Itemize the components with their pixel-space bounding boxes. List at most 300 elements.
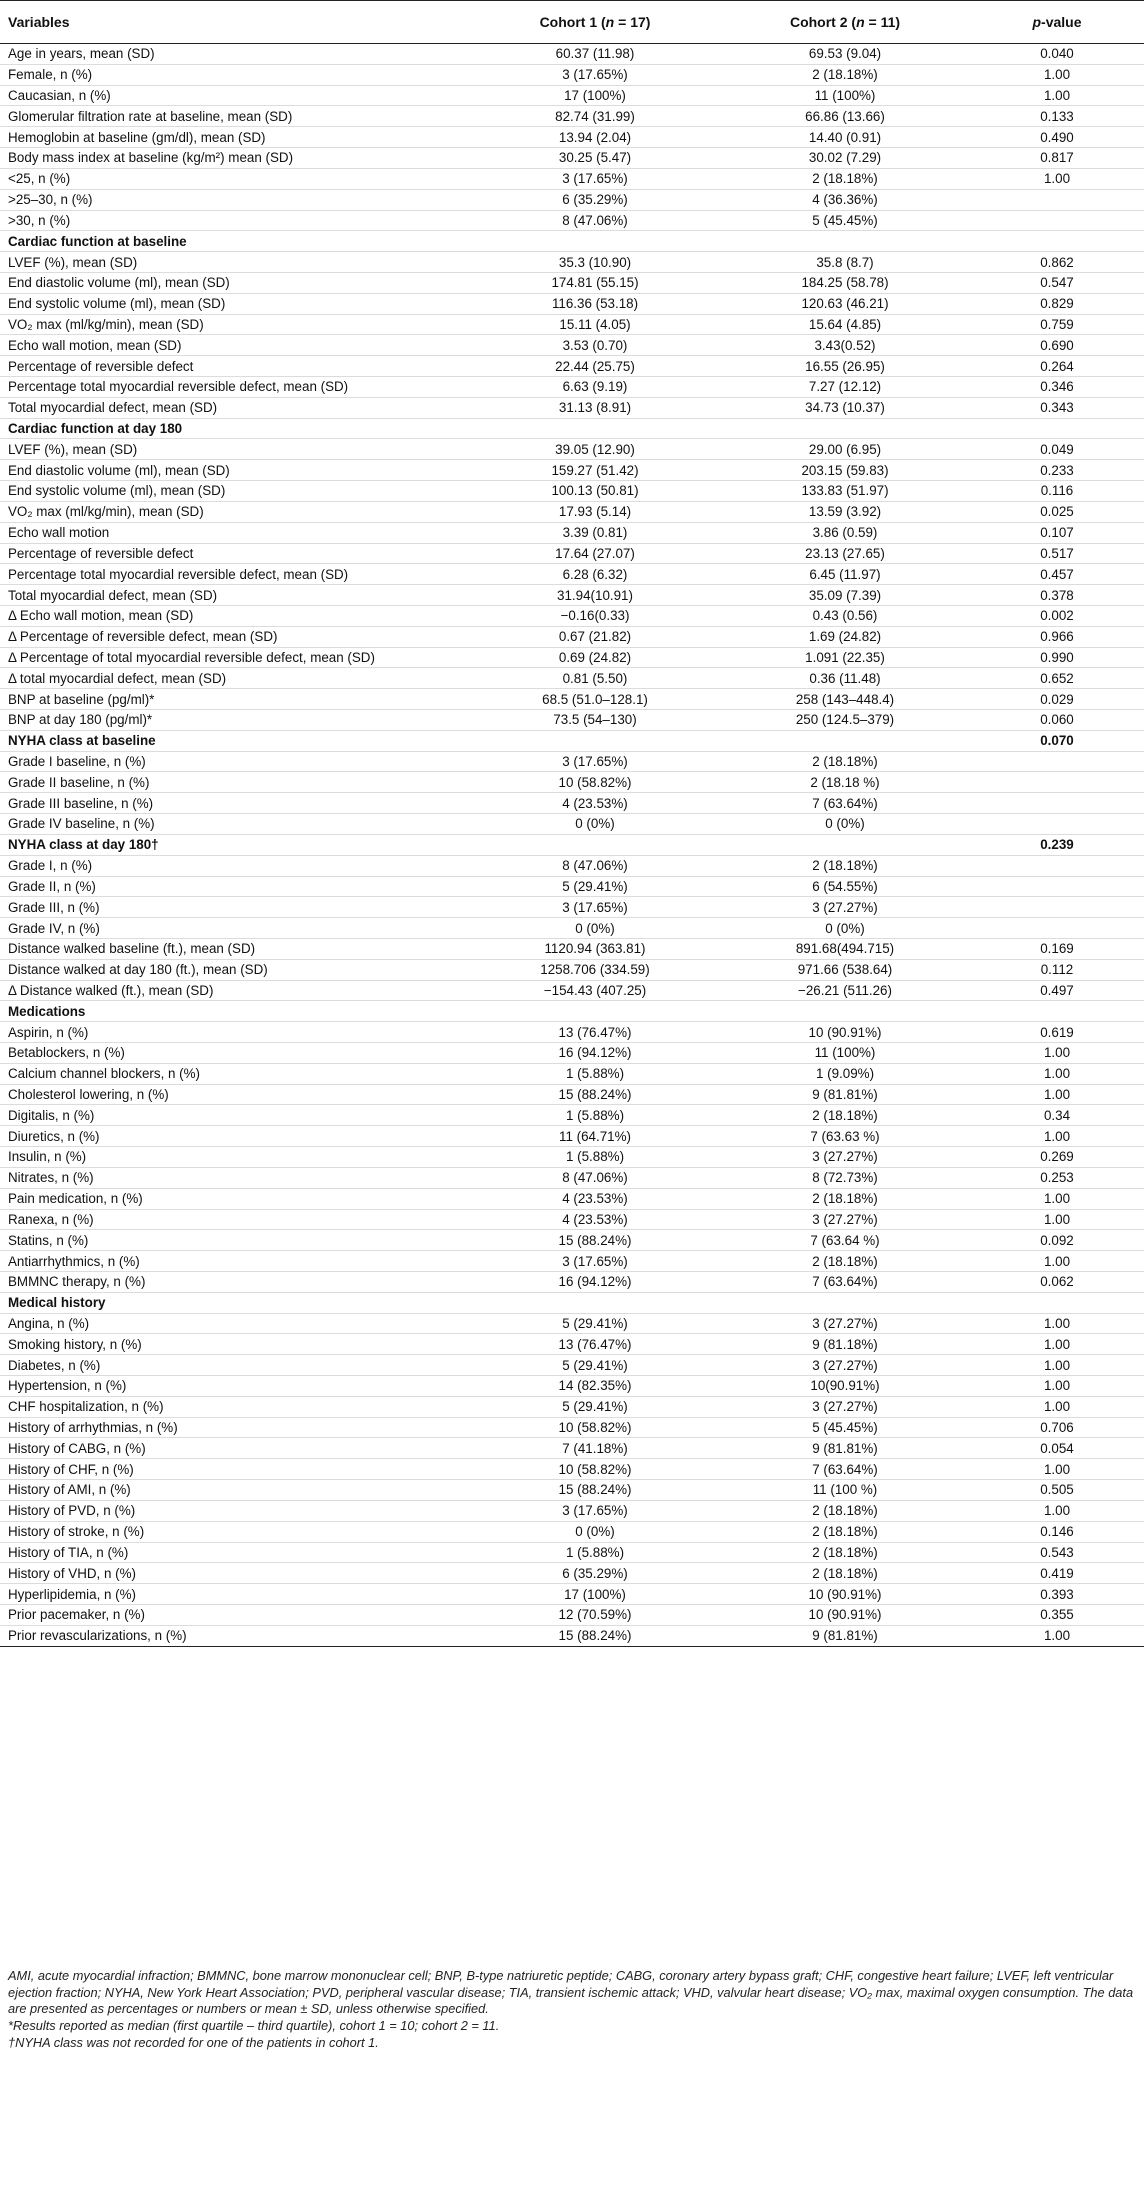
p-value-cell: 1.00 [970,168,1144,189]
cohort-1-cell: 5 (29.41%) [470,1396,720,1417]
variable-cell: Prior pacemaker, n (%) [0,1604,470,1625]
table-row [0,501,1144,522]
variable-cell: Cholesterol lowering, n (%) [0,1084,470,1105]
cohort-2-cell: 35.09 (7.39) [720,585,970,606]
p-value-cell: 1.00 [970,1396,1144,1417]
variable-cell: Δ Percentage of reversible defect, mean (SD) [0,626,470,647]
cohort-2-cell: 3 (27.27%) [720,1147,970,1168]
table-row [0,272,1144,293]
cohort-1-cell: 8 (47.06%) [470,1167,720,1188]
cohort-2-cell: 3.86 (0.59) [720,522,970,543]
table-row [0,959,1144,980]
table-row [0,1542,1144,1563]
variable-cell: Medications [0,1001,470,1022]
cohort-1-cell: 17.93 (5.14) [470,501,720,522]
cohort-1-cell: 30.25 (5.47) [470,148,720,169]
table-row [0,293,1144,314]
p-value-cell: 0.990 [970,647,1144,668]
cohort-1-cell: 16 (94.12%) [470,1271,720,1292]
table-row [0,980,1144,1001]
table-row [0,377,1144,398]
p-value-cell: 1.00 [970,1334,1144,1355]
variable-cell: Grade II baseline, n (%) [0,772,470,793]
cohort-1-cell: 100.13 (50.81) [470,481,720,502]
table-row [0,106,1144,127]
p-value-cell: 0.817 [970,148,1144,169]
variable-cell: Smoking history, n (%) [0,1334,470,1355]
p-value-cell: 0.146 [970,1521,1144,1542]
p-value-cell: 0.706 [970,1417,1144,1438]
variable-cell: Grade I, n (%) [0,855,470,876]
cohort-1-cell: 13 (76.47%) [470,1022,720,1043]
table-row [0,793,1144,814]
cohort-1-cell: 6 (35.29%) [470,1563,720,1584]
p-value-cell [970,418,1144,439]
variable-cell: Calcium channel blockers, n (%) [0,1063,470,1084]
table-row [0,1625,1144,1646]
variable-cell: Angina, n (%) [0,1313,470,1334]
section-row [0,1001,1144,1022]
cohort-2-cell: 7.27 (12.12) [720,377,970,398]
p-value-cell [970,231,1144,252]
variable-cell: Grade I baseline, n (%) [0,751,470,772]
cohort-2-cell: 7 (63.64%) [720,1271,970,1292]
variable-cell: Cardiac function at baseline [0,231,470,252]
p-value-cell: 0.264 [970,356,1144,377]
cohort-2-cell: 2 (18.18%) [720,64,970,85]
variable-cell: Nitrates, n (%) [0,1167,470,1188]
p-value-cell: 0.062 [970,1271,1144,1292]
p-value-cell: 0.547 [970,272,1144,293]
p-value-cell: 0.253 [970,1167,1144,1188]
p-value-cell: 0.419 [970,1563,1144,1584]
cohort-2-cell: 6.45 (11.97) [720,564,970,585]
table-row [0,710,1144,731]
p-value-cell: 1.00 [970,1355,1144,1376]
table-row [0,918,1144,939]
variable-cell: Grade IV baseline, n (%) [0,814,470,835]
variable-cell: History of PVD, n (%) [0,1500,470,1521]
table-row [0,585,1144,606]
variable-cell: NYHA class at day 180† [0,834,470,855]
cohort-2-cell: 7 (63.64%) [720,1459,970,1480]
cohort-2-cell [720,730,970,751]
variable-cell: >25–30, n (%) [0,189,470,210]
p-value-cell: 0.060 [970,710,1144,731]
cohort-2-cell: 10(90.91%) [720,1376,970,1397]
cohort-1-cell [470,1001,720,1022]
p-value-cell: 0.169 [970,938,1144,959]
cohort-1-cell: 4 (23.53%) [470,1188,720,1209]
table-row [0,1459,1144,1480]
table-row [0,1563,1144,1584]
cohort-2-cell: 7 (63.64%) [720,793,970,814]
p-value-cell: 0.505 [970,1480,1144,1501]
footnote-abbreviations: AMI, acute myocardial infraction; BMMNC, bone marrow mononuclear cell; BNP, B-type natriuretic peptide; CABG, coronary artery bypass graft; CHF, congestive heart failure; LVEF, left ventricular ejection fraction; NYHA, New York Heart Association; PVD, peripheral vascular disease; TIA, transient ischemic attack; VHD, valvular heart disease; VO₂ max, maximal oxygen consumption. The data are presented as percentages or numbers or mean ± SD, unless otherwise specified. [8,1968,1134,2016]
table-row [0,252,1144,273]
table-row [0,314,1144,335]
table-row [0,689,1144,710]
cohort-1-cell: 17.64 (27.07) [470,543,720,564]
cohort-2-cell: 1.69 (24.82) [720,626,970,647]
variable-cell: Hyperlipidemia, n (%) [0,1584,470,1605]
p-value-cell [970,1001,1144,1022]
variable-cell: End diastolic volume (ml), mean (SD) [0,272,470,293]
p-value-cell: 0.543 [970,1542,1144,1563]
cohort-1-cell [470,834,720,855]
cohort-1-cell: 60.37 (11.98) [470,44,720,65]
cohort-2-cell: 13.59 (3.92) [720,501,970,522]
cohort-2-cell: 184.25 (58.78) [720,272,970,293]
p-value-cell: 0.490 [970,127,1144,148]
cohort-2-cell: 69.53 (9.04) [720,44,970,65]
cohort-2-cell: 7 (63.63 %) [720,1126,970,1147]
cohort-1-cell: 11 (64.71%) [470,1126,720,1147]
p-value-cell: 1.00 [970,1313,1144,1334]
table-row [0,1438,1144,1459]
variable-cell: Hemoglobin at baseline (gm/dl), mean (SD) [0,127,470,148]
table-row [0,148,1144,169]
cohort-2-cell: 0 (0%) [720,918,970,939]
variable-cell: Percentage of reversible defect [0,543,470,564]
p-value-cell: 1.00 [970,1188,1144,1209]
p-value-cell [970,814,1144,835]
variable-cell: Grade II, n (%) [0,876,470,897]
cohort-1-cell: 4 (23.53%) [470,1209,720,1230]
cohort-2-cell: 1.091 (22.35) [720,647,970,668]
p-value-cell [970,793,1144,814]
table-row [0,1147,1144,1168]
cohort-1-cell: 3 (17.65%) [470,751,720,772]
cohort-2-cell: 11 (100%) [720,85,970,106]
variable-cell: Δ Distance walked (ft.), mean (SD) [0,980,470,1001]
cohort-2-cell: 14.40 (0.91) [720,127,970,148]
p-value-cell: 1.00 [970,1376,1144,1397]
cohort-2-cell: 2 (18.18%) [720,1188,970,1209]
variable-cell: Glomerular filtration rate at baseline, mean (SD) [0,106,470,127]
p-value-cell: 1.00 [970,64,1144,85]
p-value-cell: 0.049 [970,439,1144,460]
variable-cell: Echo wall motion [0,522,470,543]
cohort-1-cell: 5 (29.41%) [470,1313,720,1334]
cohort-1-cell: 0 (0%) [470,1521,720,1542]
table-header [0,1,1144,44]
p-value-cell [970,855,1144,876]
table-row [0,1022,1144,1043]
table-row [0,814,1144,835]
table-row [0,481,1144,502]
p-value-cell: 1.00 [970,1084,1144,1105]
variable-cell: History of TIA, n (%) [0,1542,470,1563]
cohort-1-cell: −0.16(0.33) [470,605,720,626]
cohort-1-cell: 1 (5.88%) [470,1542,720,1563]
cohort-2-cell: 2 (18.18%) [720,168,970,189]
p-value-cell [970,876,1144,897]
cohort-1-cell: 10 (58.82%) [470,772,720,793]
variable-cell: Insulin, n (%) [0,1147,470,1168]
variable-cell: Distance walked baseline (ft.), mean (SD) [0,938,470,959]
p-value-cell: 0.517 [970,543,1144,564]
cohort-2-cell: 2 (18.18%) [720,855,970,876]
table-row [0,647,1144,668]
p-value-cell: 0.107 [970,522,1144,543]
p-value-cell: 0.054 [970,1438,1144,1459]
cohort-1-cell [470,730,720,751]
cohort-2-cell: 66.86 (13.66) [720,106,970,127]
section-row [0,231,1144,252]
table-row [0,1417,1144,1438]
variable-cell: Grade IV, n (%) [0,918,470,939]
p-value-cell [970,918,1144,939]
variable-cell: History of arrhythmias, n (%) [0,1417,470,1438]
variable-cell: Caucasian, n (%) [0,85,470,106]
variable-cell: Total myocardial defect, mean (SD) [0,585,470,606]
cohort-1-cell: 82.74 (31.99) [470,106,720,127]
variable-cell: Betablockers, n (%) [0,1043,470,1064]
section-row [0,730,1144,751]
variable-cell: Δ Percentage of total myocardial reversible defect, mean (SD) [0,647,470,668]
cohort-2-cell: 23.13 (27.65) [720,543,970,564]
p-value-cell [970,189,1144,210]
variable-cell: History of CABG, n (%) [0,1438,470,1459]
cohort-2-cell [720,231,970,252]
cohort-2-cell: −26.21 (511.26) [720,980,970,1001]
cohort-2-cell: 4 (36.36%) [720,189,970,210]
p-value-cell: 0.759 [970,314,1144,335]
p-value-cell: 1.00 [970,1625,1144,1646]
table-row [0,855,1144,876]
cohort-1-cell: 4 (23.53%) [470,793,720,814]
cohort-1-cell: 3 (17.65%) [470,168,720,189]
cohort-2-cell: 16.55 (26.95) [720,356,970,377]
table-body [0,44,1144,1647]
cohort-1-cell: 1 (5.88%) [470,1147,720,1168]
table-row [0,543,1144,564]
table-row [0,1584,1144,1605]
cohort-1-cell: 15 (88.24%) [470,1480,720,1501]
variable-cell: Antiarrhythmics, n (%) [0,1251,470,1272]
cohort-2-cell: 9 (81.81%) [720,1084,970,1105]
p-value-cell: 0.829 [970,293,1144,314]
cohort-2-cell: 9 (81.81%) [720,1438,970,1459]
p-value-cell: 0.112 [970,959,1144,980]
cohort-2-cell: 258 (143–448.4) [720,689,970,710]
p-value-cell: 1.00 [970,1459,1144,1480]
table-row [0,522,1144,543]
cohort-1-cell [470,1292,720,1313]
cohort-1-cell: 68.5 (51.0–128.1) [470,689,720,710]
table-row [0,356,1144,377]
cohort-1-cell: 31.13 (8.91) [470,397,720,418]
table-row [0,64,1144,85]
cohort-2-cell: 2 (18.18%) [720,751,970,772]
variable-cell: History of CHF, n (%) [0,1459,470,1480]
table-row [0,1313,1144,1334]
cohort-2-cell: 1 (9.09%) [720,1063,970,1084]
table-row [0,1521,1144,1542]
variable-cell: End diastolic volume (ml), mean (SD) [0,460,470,481]
cohort-2-cell: 34.73 (10.37) [720,397,970,418]
cohort-2-cell: 35.8 (8.7) [720,252,970,273]
table-row [0,397,1144,418]
table-row [0,1188,1144,1209]
table-row [0,938,1144,959]
p-value-cell: 0.862 [970,252,1144,273]
variable-cell: Echo wall motion, mean (SD) [0,335,470,356]
cohort-2-cell: 10 (90.91%) [720,1584,970,1605]
table-row [0,85,1144,106]
table-row [0,1126,1144,1147]
table-row [0,564,1144,585]
table-row [0,1251,1144,1272]
cohort-1-cell: 15 (88.24%) [470,1230,720,1251]
variable-cell: >30, n (%) [0,210,470,231]
table-row [0,605,1144,626]
table-row [0,1396,1144,1417]
cohort-2-cell: 9 (81.18%) [720,1334,970,1355]
cohort-2-cell: 0 (0%) [720,814,970,835]
table-row [0,1500,1144,1521]
cohort-1-cell: 35.3 (10.90) [470,252,720,273]
cohort-1-cell: 8 (47.06%) [470,855,720,876]
p-value-cell [970,897,1144,918]
cohort-1-cell: 0.69 (24.82) [470,647,720,668]
table-row [0,44,1144,65]
cohort-1-cell: 16 (94.12%) [470,1043,720,1064]
table-row [0,1334,1144,1355]
cohort-1-cell: 159.27 (51.42) [470,460,720,481]
cohort-2-cell: 3.43(0.52) [720,335,970,356]
cohort-1-cell: 17 (100%) [470,1584,720,1605]
p-value-cell: 0.092 [970,1230,1144,1251]
variable-cell: Grade III baseline, n (%) [0,793,470,814]
variable-cell: End systolic volume (ml), mean (SD) [0,293,470,314]
variable-cell: Diabetes, n (%) [0,1355,470,1376]
variable-cell: CHF hospitalization, n (%) [0,1396,470,1417]
cohort-2-cell [720,418,970,439]
variable-cell: Distance walked at day 180 (ft.), mean (SD) [0,959,470,980]
table-row [0,668,1144,689]
variable-cell: NYHA class at baseline [0,730,470,751]
cohort-2-cell: 0.43 (0.56) [720,605,970,626]
cohort-2-cell: 5 (45.45%) [720,210,970,231]
cohort-2-cell [720,834,970,855]
table-row [0,1230,1144,1251]
variable-cell: Aspirin, n (%) [0,1022,470,1043]
table-row [0,1063,1144,1084]
cohort-2-cell: 8 (72.73%) [720,1167,970,1188]
cohort-1-cell: 10 (58.82%) [470,1459,720,1480]
cohort-2-cell: 2 (18.18%) [720,1542,970,1563]
p-value-cell: 0.343 [970,397,1144,418]
p-value-cell: 0.025 [970,501,1144,522]
p-value-cell: 0.233 [970,460,1144,481]
cohort-2-cell: 133.83 (51.97) [720,481,970,502]
table-row [0,335,1144,356]
cohort-2-cell: 2 (18.18 %) [720,772,970,793]
variable-cell: Age in years, mean (SD) [0,44,470,65]
cohort-1-cell: 3 (17.65%) [470,64,720,85]
cohort-2-cell: 9 (81.81%) [720,1625,970,1646]
cohort-1-cell: 12 (70.59%) [470,1604,720,1625]
table-row [0,1167,1144,1188]
cohort-2-cell: 3 (27.27%) [720,1355,970,1376]
cohort-1-cell [470,231,720,252]
variable-cell: Pain medication, n (%) [0,1188,470,1209]
cohort-2-cell: 3 (27.27%) [720,1313,970,1334]
variable-cell: BNP at baseline (pg/ml)* [0,689,470,710]
p-value-cell: 0.393 [970,1584,1144,1605]
cohort-2-cell: 891.68(494.715) [720,938,970,959]
cohort-2-cell: 3 (27.27%) [720,897,970,918]
table-row [0,1355,1144,1376]
variable-cell: VO₂ max (ml/kg/min), mean (SD) [0,314,470,335]
variable-cell: Statins, n (%) [0,1230,470,1251]
table-row [0,1271,1144,1292]
table-row [0,1480,1144,1501]
cohort-2-cell: 11 (100 %) [720,1480,970,1501]
cohort-1-cell: 5 (29.41%) [470,1355,720,1376]
table-row [0,1376,1144,1397]
cohort-1-cell: 6.63 (9.19) [470,377,720,398]
header-row [0,1,1144,44]
cohort-1-cell: 1 (5.88%) [470,1105,720,1126]
p-value-cell: 0.378 [970,585,1144,606]
table-row [0,1084,1144,1105]
table-row [0,439,1144,460]
cohort-2-cell: 2 (18.18%) [720,1521,970,1542]
cohort-1-cell: 8 (47.06%) [470,210,720,231]
table-row [0,1604,1144,1625]
cohort-1-cell: 0 (0%) [470,814,720,835]
cohort-1-cell: 3.53 (0.70) [470,335,720,356]
cohort-2-cell: 6 (54.55%) [720,876,970,897]
cohort-1-cell: 15 (88.24%) [470,1084,720,1105]
cohort-1-cell: 6 (35.29%) [470,189,720,210]
p-value-cell [970,751,1144,772]
variable-cell: History of VHD, n (%) [0,1563,470,1584]
variable-cell: BMMNC therapy, n (%) [0,1271,470,1292]
cohort-1-cell: 0 (0%) [470,918,720,939]
p-value-cell: 1.00 [970,1126,1144,1147]
cohort-1-cell: 15 (88.24%) [470,1625,720,1646]
variable-cell: Percentage total myocardial reversible defect, mean (SD) [0,564,470,585]
cohort-1-cell: 14 (82.35%) [470,1376,720,1397]
cohort-1-cell: 5 (29.41%) [470,876,720,897]
p-value-cell [970,1292,1144,1313]
cohort-1-cell: 39.05 (12.90) [470,439,720,460]
variable-cell: Total myocardial defect, mean (SD) [0,397,470,418]
p-value-cell: 0.457 [970,564,1144,585]
variable-cell: Percentage of reversible defect [0,356,470,377]
cohort-1-cell: 3 (17.65%) [470,1500,720,1521]
table-row [0,751,1144,772]
p-value-cell: 1.00 [970,85,1144,106]
section-row [0,418,1144,439]
variable-cell: <25, n (%) [0,168,470,189]
variable-cell: BNP at day 180 (pg/ml)* [0,710,470,731]
table-row [0,127,1144,148]
variable-cell: Medical history [0,1292,470,1313]
cohort-2-cell: 2 (18.18%) [720,1105,970,1126]
cohort-1-cell [470,418,720,439]
cohort-1-cell: 31.94(10.91) [470,585,720,606]
cohort-2-cell: 29.00 (6.95) [720,439,970,460]
p-value-cell: 0.116 [970,481,1144,502]
p-value-cell: 0.690 [970,335,1144,356]
variable-cell: Percentage total myocardial reversible defect, mean (SD) [0,377,470,398]
variable-cell: Cardiac function at day 180 [0,418,470,439]
